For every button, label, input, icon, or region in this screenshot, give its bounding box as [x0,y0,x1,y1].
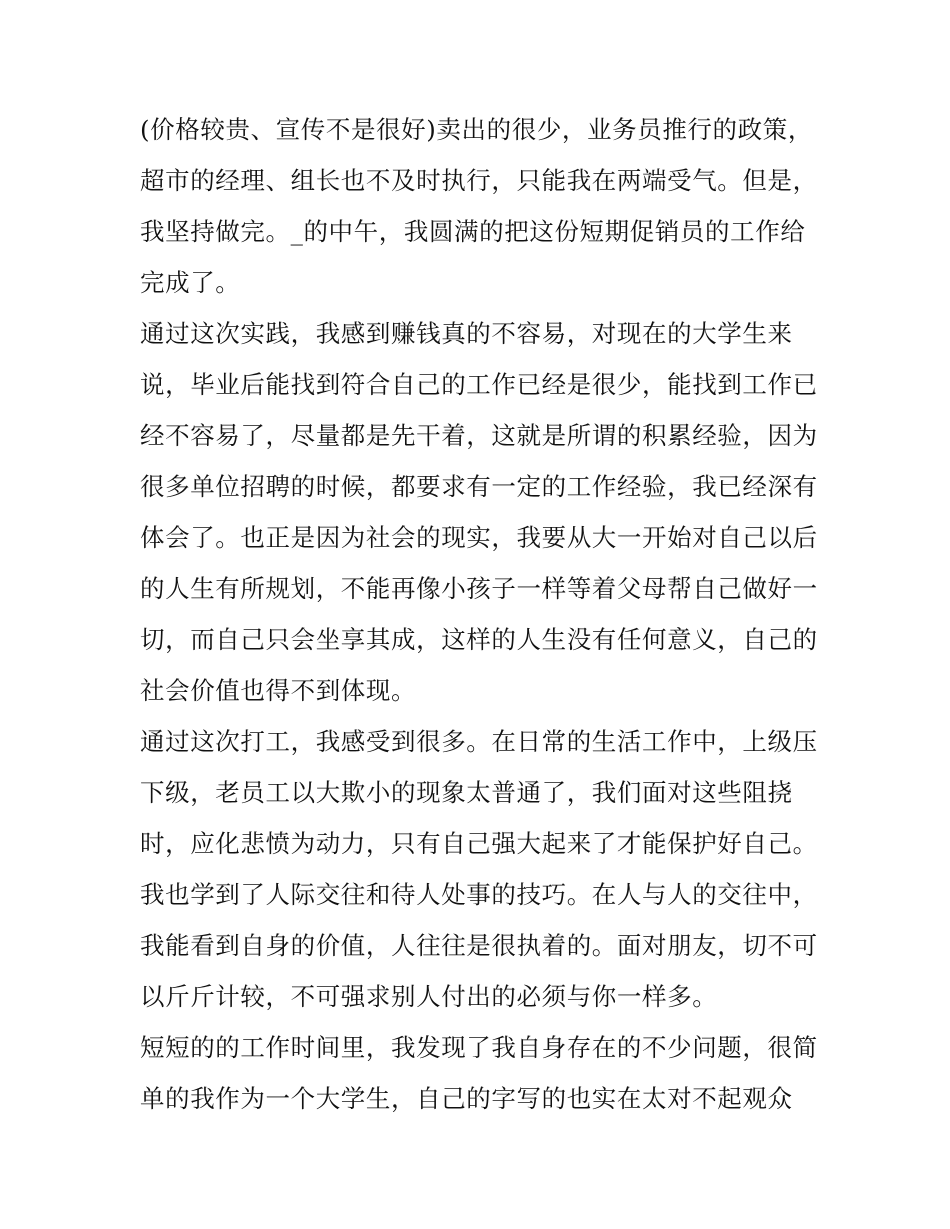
text-line: 短短的的工作时间里，我发现了我自身存在的不少问题，很简 [140,1033,818,1062]
text-line: 我能看到自身的价值，人往往是很执着的。面对朋友，切不可 [140,931,818,960]
text-line: 说，毕业后能找到符合自己的工作已经是很少，能找到工作已 [140,370,818,399]
text-line: 时，应化悲愤为动力，只有自己强大起来了才能保护好自己。 [140,829,818,858]
text-line: 完成了。 [140,268,241,297]
text-line: 下级，老员工以大欺小的现象太普通了，我们面对这些阻挠 [140,778,793,807]
body-text [140,104,820,1124]
text-line: 社会价值也得不到体现。 [140,676,417,705]
text-line: 以斤斤计较，不可强求别人付出的必须与你一样多。 [140,982,718,1011]
text-line: 经不容易了，尽量都是先干着，这就是所谓的积累经验，因为 [140,421,818,450]
text-line: 体会了。也正是因为社会的现实，我要从大一开始对自己以后 [140,523,818,552]
text-line: 很多单位招聘的时候，都要求有一定的工作经验，我已经深有 [140,472,818,501]
text-line: 单的我作为一个大学生，自己的字写的也实在太对不起观众 [140,1084,793,1113]
text-line: 我也学到了人际交往和待人处事的技巧。在人与人的交往中， [140,880,818,909]
text-line: 的人生有所规划，不能再像小孩子一样等着父母帮自己做好一 [140,574,818,603]
text-line: 通过这次实践，我感到赚钱真的不容易，对现在的大学生来 [140,319,793,348]
text-line: (价格较贵、宣传不是很好)卖出的很少，业务员推行的政策， [140,115,813,144]
text-line: 我坚持做完。_的中午，我圆满的把这份短期促销员的工作给 [140,217,806,246]
text-line: 超市的经理、组长也不及时执行，只能我在两端受气。但是， [140,166,818,195]
text-line: 切，而自己只会坐享其成，这样的人生没有任何意义，自己的 [140,625,818,654]
text-line: 通过这次打工，我感受到很多。在日常的生活工作中，上级压 [140,727,818,756]
